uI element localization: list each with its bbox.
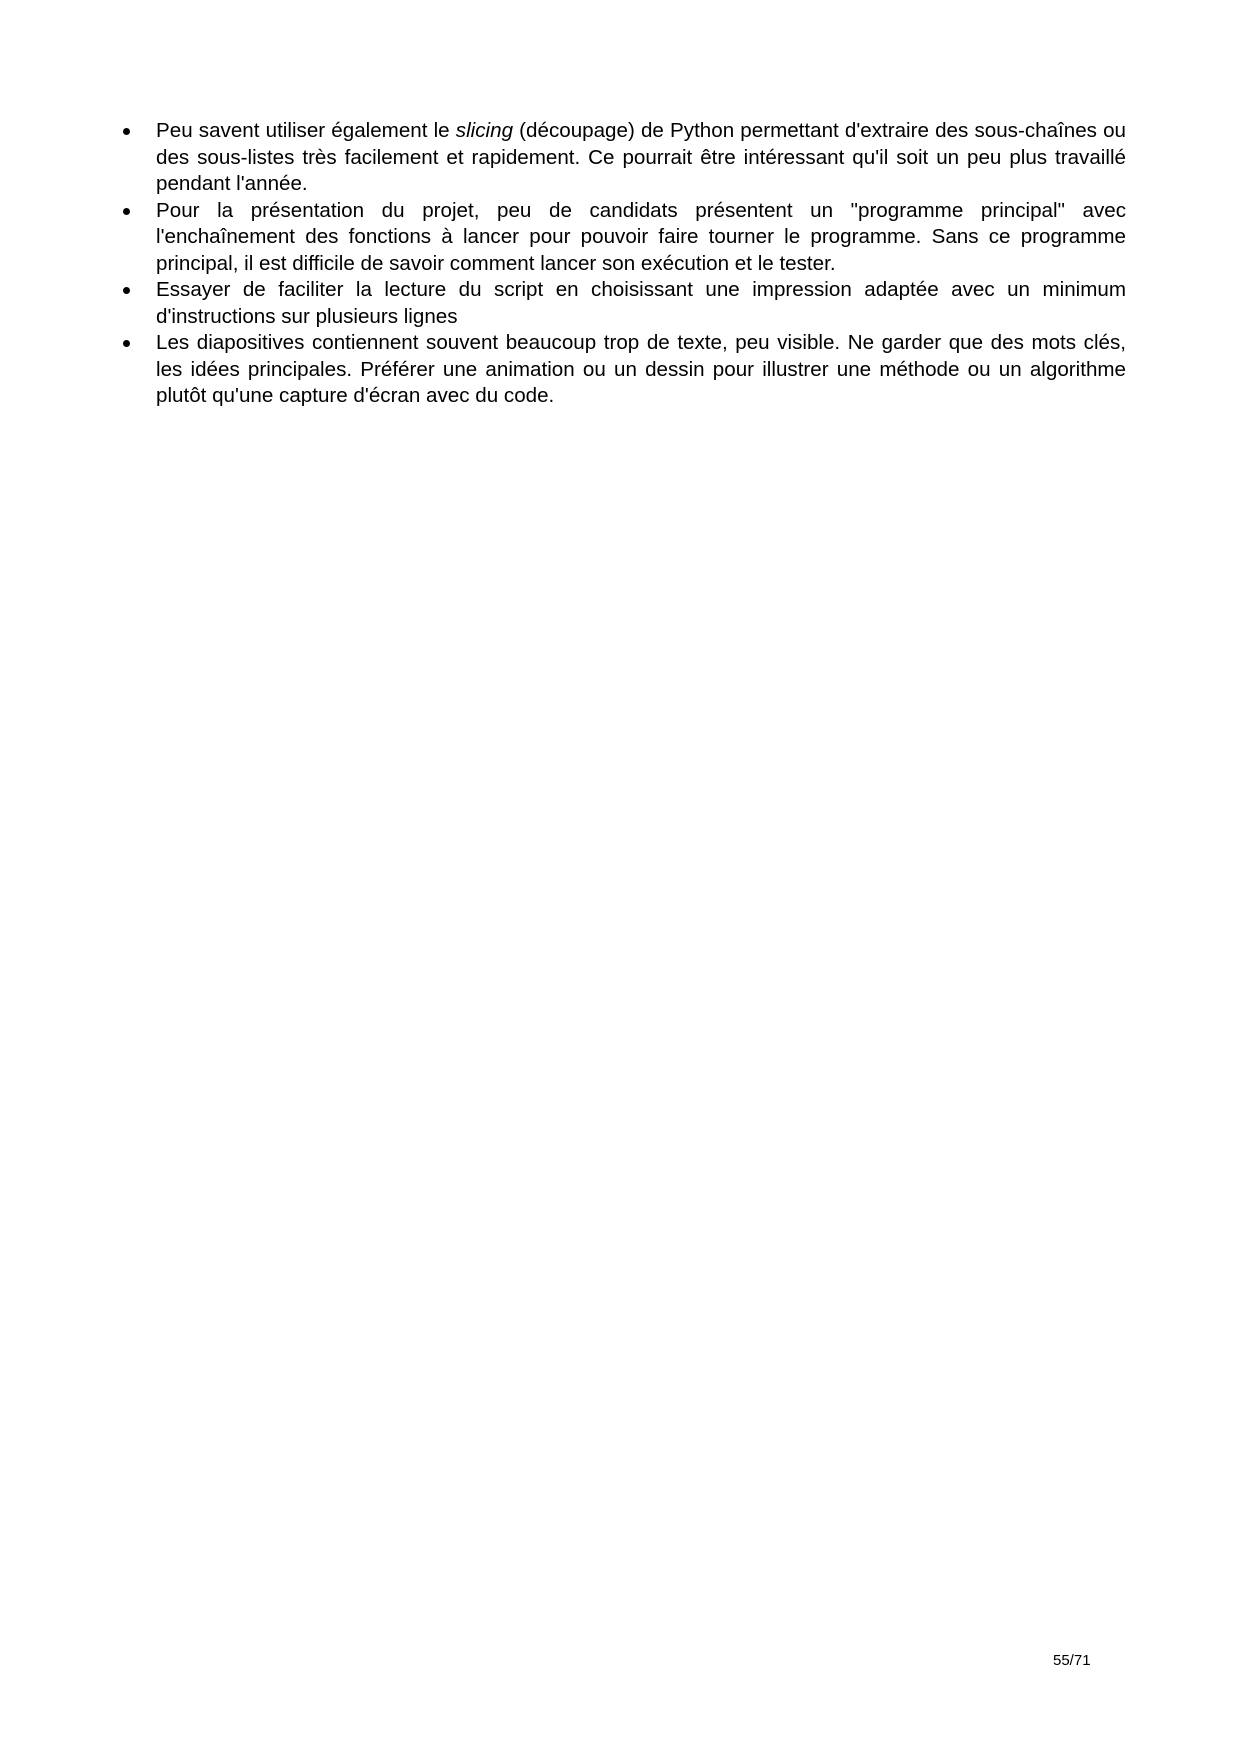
bullet-icon: [123, 128, 130, 135]
recommendations-list: [118, 118, 1126, 410]
bullet-icon: [123, 340, 130, 347]
list-item-text: [156, 118, 1126, 198]
italic-term: slicing: [455, 119, 514, 142]
bullet-icon: [123, 287, 130, 294]
list-item-text: Essayer de faciliter la lecture du script en choisissant une impression adaptée avec un minimum d'instructions sur plusieurs lignes: [156, 278, 1126, 328]
list-item: [118, 277, 1126, 330]
list-item: [118, 330, 1126, 410]
list-item-text: Pour la présentation du projet, peu de candidats présentent un "programme principal" avec l'enchaînement des fonctions à lancer pour pouvoir faire tourner le programme. Sans ce programme principal, il est difficile de savoir comment lancer son exécution et le tester.: [156, 198, 1126, 275]
bullet-icon: [123, 208, 130, 215]
list-item: [118, 118, 1126, 198]
list-item: [118, 198, 1126, 278]
list-item-text-end: (découpage) de Python permettant d'extraire des sous-chaînes ou des sous-listes très facilement et rapidement. Ce pourrait être intéressant qu'il soit un peu plus travaillé pendant l'année.: [156, 119, 1127, 195]
list-item-text-start: Peu savent utiliser également le: [156, 119, 456, 142]
list-item-text: Les diapositives contiennent souvent beaucoup trop de texte, peu visible. Ne garder que des mots clés, les idées principales. Préférer une animation ou un dessin pour illustrer une méthode ou un algorithme plutôt qu'une capture d'écran avec du code.: [156, 331, 1126, 407]
page-number: 55/71: [1053, 1652, 1091, 1669]
